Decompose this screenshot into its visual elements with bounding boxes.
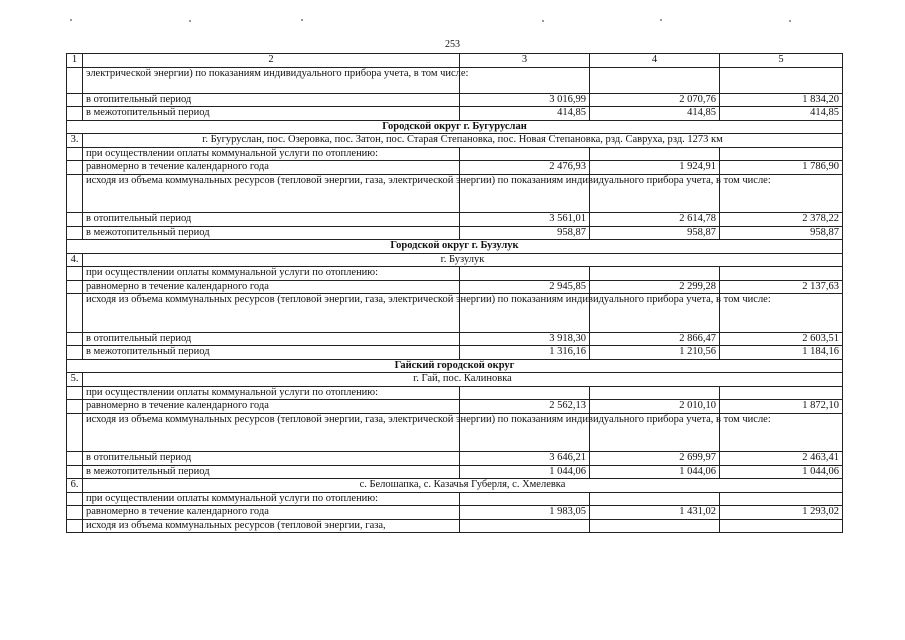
header-cell: 3 — [460, 54, 590, 68]
value-cell: 1 044,06 — [460, 465, 590, 479]
value-cell: 1 834,20 — [720, 93, 843, 107]
table-row — [67, 452, 843, 466]
value-cell: 1 316,16 — [460, 346, 590, 360]
value-cell — [720, 67, 843, 93]
value-cell: 2 562,13 — [460, 400, 590, 414]
row-number — [67, 147, 83, 161]
row-description: равномерно в течение календарного года — [83, 280, 460, 294]
value-cell — [590, 67, 720, 93]
value-cell: 2 476,93 — [460, 161, 590, 175]
row-description: в отопительный период — [83, 332, 460, 346]
value-cell: 3 561,01 — [460, 213, 590, 227]
table-row — [67, 147, 843, 161]
header-cell: 1 — [67, 54, 83, 68]
table-row — [67, 294, 843, 333]
table-row — [67, 519, 843, 533]
row-number — [67, 67, 83, 93]
locality-name: с. Белошапка, с. Казачья Губерля, с. Хмелевка — [83, 479, 843, 493]
value-cell: 414,85 — [720, 107, 843, 121]
value-cell — [720, 147, 843, 161]
row-description: при осуществлении оплаты коммунальной услуги по отоплению: — [83, 147, 460, 161]
value-cell: 2 945,85 — [460, 280, 590, 294]
section-row — [67, 240, 843, 254]
row-description: исходя из объема коммунальных ресурсов (тепловой энергии, газа, электрической энергии) по показаниям индивидуального прибора учета, в том числе: — [83, 413, 460, 452]
table-row — [67, 386, 843, 400]
table-row — [67, 280, 843, 294]
row-number — [67, 280, 83, 294]
value-cell: 2 010,10 — [590, 400, 720, 414]
row-description: равномерно в течение календарного года — [83, 506, 460, 520]
table-row — [67, 346, 843, 360]
value-cell: 1 872,10 — [720, 400, 843, 414]
value-cell — [590, 492, 720, 506]
value-cell: 2 463,41 — [720, 452, 843, 466]
table-row — [67, 506, 843, 520]
row-description: при осуществлении оплаты коммунальной услуги по отоплению: — [83, 386, 460, 400]
row-number: 5. — [67, 373, 83, 387]
value-cell — [720, 492, 843, 506]
value-cell — [590, 386, 720, 400]
value-cell — [460, 386, 590, 400]
value-cell: 958,87 — [720, 226, 843, 240]
section-title: Городской округ г. Бугуруслан — [67, 120, 843, 134]
table-row — [67, 67, 843, 93]
locality-row — [67, 373, 843, 387]
row-description: в межотопительный период — [83, 465, 460, 479]
table-row — [67, 332, 843, 346]
row-number — [67, 267, 83, 281]
locality-name: г. Гай, пос. Калиновка — [83, 373, 843, 387]
row-number — [67, 346, 83, 360]
value-cell: 414,85 — [460, 107, 590, 121]
row-description: в межотопительный период — [83, 346, 460, 360]
value-cell — [460, 267, 590, 281]
row-number — [67, 506, 83, 520]
tariff-table — [66, 53, 843, 533]
scan-speck — [542, 20, 544, 22]
value-cell — [460, 67, 590, 93]
header-cell: 5 — [720, 54, 843, 68]
value-cell — [720, 519, 843, 533]
value-cell: 2 378,22 — [720, 213, 843, 227]
scan-speck — [189, 20, 191, 22]
row-description: исходя из объема коммунальных ресурсов (тепловой энергии, газа, электрической энергии) по показаниям индивидуального прибора учета, в том числе: — [83, 174, 460, 213]
table-row — [67, 93, 843, 107]
value-cell: 414,85 — [590, 107, 720, 121]
value-cell — [590, 519, 720, 533]
value-cell: 1 044,06 — [720, 465, 843, 479]
table-row — [67, 267, 843, 281]
row-number — [67, 226, 83, 240]
row-number — [67, 107, 83, 121]
row-description: при осуществлении оплаты коммунальной услуги по отоплению: — [83, 267, 460, 281]
header-row — [67, 54, 843, 68]
locality-row — [67, 134, 843, 148]
row-number — [67, 519, 83, 533]
row-description: в отопительный период — [83, 452, 460, 466]
row-description: исходя из объема коммунальных ресурсов (тепловой энергии, газа, электрической энергии) по показаниям индивидуального прибора учета, в том числе: — [83, 294, 460, 333]
row-description: равномерно в течение календарного года — [83, 161, 460, 175]
row-number — [67, 400, 83, 414]
value-cell — [720, 386, 843, 400]
locality-row — [67, 479, 843, 493]
value-cell: 3 918,30 — [460, 332, 590, 346]
value-cell — [590, 267, 720, 281]
value-cell: 1 924,91 — [590, 161, 720, 175]
table-row — [67, 400, 843, 414]
row-description: исходя из объема коммунальных ресурсов (тепловой энергии, газа, — [83, 519, 460, 533]
row-description: в межотопительный период — [83, 226, 460, 240]
value-cell: 2 614,78 — [590, 213, 720, 227]
value-cell — [460, 519, 590, 533]
value-cell: 1 293,02 — [720, 506, 843, 520]
row-number — [67, 213, 83, 227]
header-cell: 2 — [83, 54, 460, 68]
table-row — [67, 465, 843, 479]
row-description: в межотопительный период — [83, 107, 460, 121]
table-row — [67, 213, 843, 227]
row-number — [67, 465, 83, 479]
row-number — [67, 161, 83, 175]
table-row — [67, 226, 843, 240]
row-description: при осуществлении оплаты коммунальной услуги по отоплению: — [83, 492, 460, 506]
section-row — [67, 120, 843, 134]
row-description: в отопительный период — [83, 93, 460, 107]
value-cell — [590, 147, 720, 161]
table-row — [67, 413, 843, 452]
row-description: в отопительный период — [83, 213, 460, 227]
value-cell: 3 646,21 — [460, 452, 590, 466]
value-cell: 2 070,76 — [590, 93, 720, 107]
value-cell: 2 866,47 — [590, 332, 720, 346]
row-number — [67, 386, 83, 400]
row-number: 6. — [67, 479, 83, 493]
row-number: 3. — [67, 134, 83, 148]
section-title: Городской округ г. Бузулук — [67, 240, 843, 254]
row-number: 4. — [67, 253, 83, 267]
value-cell — [460, 492, 590, 506]
page-number: 253 — [445, 39, 460, 50]
locality-name: г. Бугуруслан, пос. Озеровка, пос. Затон, пос. Старая Степановка, пос. Новая Степановка, рзд. Савруха, рзд. 1273 км — [83, 134, 843, 148]
row-number — [67, 294, 83, 333]
value-cell: 2 603,51 — [720, 332, 843, 346]
table-row — [67, 492, 843, 506]
value-cell: 3 016,99 — [460, 93, 590, 107]
row-description: равномерно в течение календарного года — [83, 400, 460, 414]
row-description: электрической энергии) по показаниям индивидуального прибора учета, в том числе: — [83, 67, 460, 93]
value-cell — [460, 147, 590, 161]
value-cell: 2 299,28 — [590, 280, 720, 294]
table-row — [67, 107, 843, 121]
row-number — [67, 413, 83, 452]
value-cell: 1 431,02 — [590, 506, 720, 520]
value-cell: 1 044,06 — [590, 465, 720, 479]
locality-row — [67, 253, 843, 267]
row-number — [67, 492, 83, 506]
value-cell: 2 137,63 — [720, 280, 843, 294]
value-cell: 1 786,90 — [720, 161, 843, 175]
section-title: Гайский городской округ — [67, 359, 843, 373]
scan-speck — [789, 20, 791, 22]
value-cell: 958,87 — [460, 226, 590, 240]
row-number — [67, 452, 83, 466]
locality-name: г. Бузулук — [83, 253, 843, 267]
value-cell: 1 210,56 — [590, 346, 720, 360]
value-cell: 1 184,16 — [720, 346, 843, 360]
scan-speck — [301, 19, 303, 21]
row-number — [67, 332, 83, 346]
section-row — [67, 359, 843, 373]
header-cell: 4 — [590, 54, 720, 68]
value-cell: 2 699,97 — [590, 452, 720, 466]
row-number — [67, 93, 83, 107]
value-cell — [720, 267, 843, 281]
value-cell: 958,87 — [590, 226, 720, 240]
table-row — [67, 174, 843, 213]
scan-speck — [660, 19, 662, 21]
scan-speck — [70, 19, 72, 21]
row-number — [67, 174, 83, 213]
value-cell: 1 983,05 — [460, 506, 590, 520]
table-row — [67, 161, 843, 175]
